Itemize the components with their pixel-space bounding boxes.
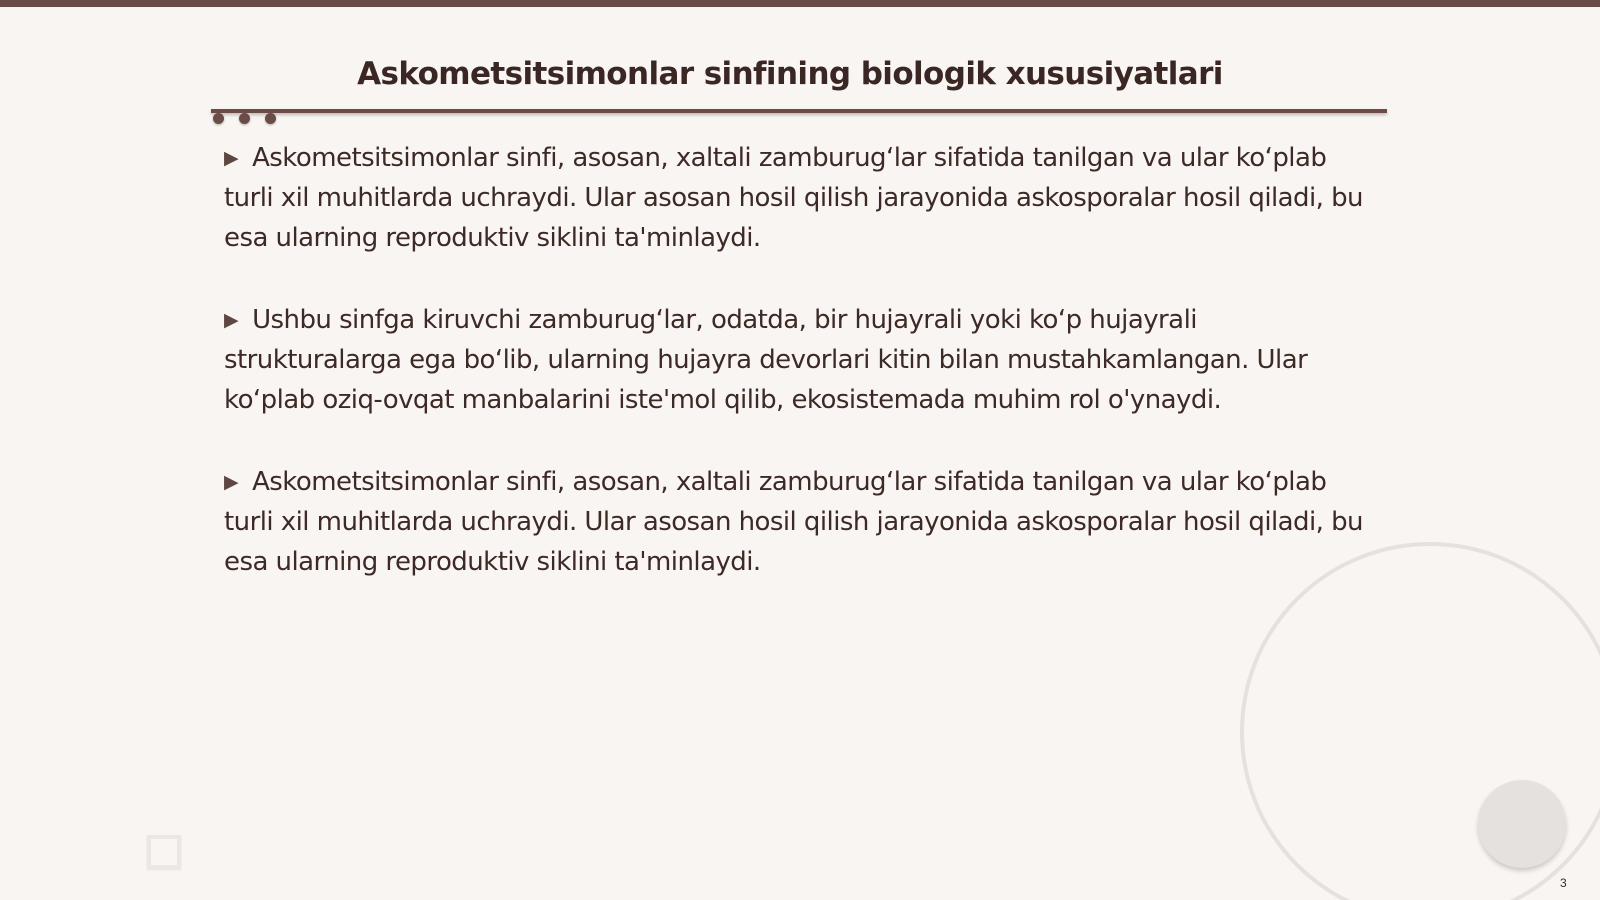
- decorative-dot: [239, 113, 250, 124]
- slide-title: Askometsitsimonlar sinfining biologik xususiyatlari: [357, 56, 1223, 92]
- decorative-dot: [265, 113, 276, 124]
- bullet-text: Ushbu sinfga kiruvchi zamburug‘lar, odatda, bir hujayrali yoki ko‘p hujayrali strukturalarga ega bo‘lib, ularning hujayra devorlari kitin bilan mustahkamlangan. Ular ko‘plab oziq-ovqat manbalarini iste'mol qilib, ekosistemada muhim rol o'ynaydi.: [224, 305, 1308, 415]
- decorative-circle: [1478, 780, 1566, 868]
- title-underline: [211, 109, 1387, 113]
- bullet-text: Askometsitsimonlar sinfi, asosan, xaltali zamburug‘lar sifatida tanilgan va ular ko‘plab turli xil muhitlarda uchraydi. Ular asosan hosil qilish jarayonida askosporalar hosil qiladi, bu esa ularning reproduktiv siklini ta'minlaydi.: [224, 467, 1363, 577]
- page-number: 3: [1560, 876, 1567, 890]
- bullet-list: [224, 138, 1374, 624]
- bullet-item: [224, 300, 1374, 420]
- triangle-bullet-icon: ▶: [224, 309, 239, 331]
- bullet-item: [224, 138, 1374, 258]
- top-accent-bar: [0, 0, 1600, 7]
- bullet-item: [224, 462, 1374, 582]
- decorative-dot: [213, 113, 224, 124]
- triangle-bullet-icon: ▶: [224, 471, 239, 493]
- triangle-bullet-icon: ▶: [224, 147, 239, 169]
- decorative-square: [147, 835, 181, 869]
- bullet-text: Askometsitsimonlar sinfi, asosan, xaltali zamburug‘lar sifatida tanilgan va ular ko‘plab turli xil muhitlarda uchraydi. Ular asosan hosil qilish jarayonida askosporalar hosil qiladi, bu esa ularning reproduktiv siklini ta'minlaydi.: [224, 143, 1363, 253]
